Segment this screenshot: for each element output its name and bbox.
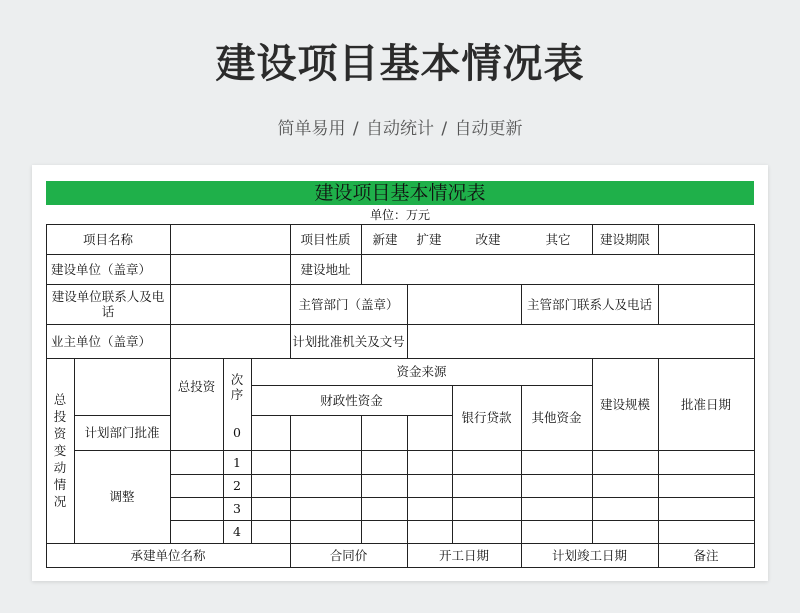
input-supervisor-contact[interactable] xyxy=(658,284,754,324)
label-contractor: 承建单位名称 xyxy=(130,547,206,563)
input-supervisor[interactable] xyxy=(407,284,521,324)
input-build-period[interactable] xyxy=(658,224,754,254)
input-project-name[interactable] xyxy=(170,224,290,254)
sequence-cell: 4 xyxy=(233,524,241,539)
label-build-unit: 建设单位（盖章） xyxy=(51,261,152,277)
input-approval-office[interactable] xyxy=(407,324,754,358)
label-supervisor: 主管部门（盖章） xyxy=(298,296,399,312)
label-total-invest: 总投资 xyxy=(177,379,216,394)
label-approval-date: 批准日期 xyxy=(680,396,731,412)
label-fiscal-fund: 财政性资金 xyxy=(320,392,383,408)
label-adjust: 调整 xyxy=(109,489,135,504)
unit-label: 单位：万元 xyxy=(369,208,430,222)
label-other-fund: 其他资金 xyxy=(531,410,582,425)
option-new[interactable]: 新建 xyxy=(372,231,398,247)
label-finish-date: 计划竣工日期 xyxy=(551,547,627,563)
label-build-contact: 建设单位联系人及电话 xyxy=(51,289,165,319)
sequence-cell: 1 xyxy=(233,454,241,470)
label-build-period: 建设期限 xyxy=(599,231,650,247)
label-owner-unit: 业主单位（盖章） xyxy=(51,333,152,349)
sequence-cell: 2 xyxy=(233,478,241,493)
label-plan-approval: 计划部门批准 xyxy=(84,425,160,440)
label-build-address: 建设地址 xyxy=(300,261,351,277)
label-times: 次序 xyxy=(230,371,244,402)
label-approval-office: 计划批准机关及文号 xyxy=(292,333,405,349)
page-subtitle: 简单易用 / 自动统计 / 自动更新 xyxy=(277,119,523,139)
input-build-contact[interactable] xyxy=(170,284,290,324)
sheet-title-banner: 建设项目基本情况表 xyxy=(46,181,754,205)
sequence-cell: 0 xyxy=(233,425,241,440)
input-owner-unit[interactable] xyxy=(170,324,290,358)
label-start-date: 开工日期 xyxy=(438,547,489,563)
label-fund-source: 资金来源 xyxy=(396,364,447,379)
input-build-unit[interactable] xyxy=(170,254,290,284)
label-invest-change: 总投资变动情况 xyxy=(53,392,67,509)
label-remarks: 备注 xyxy=(693,547,719,563)
sequence-cell: 3 xyxy=(233,501,241,516)
page-title: 建设项目基本情况表 xyxy=(215,41,585,87)
label-supervisor-contact: 主管部门联系人及电话 xyxy=(526,296,652,312)
label-project-name: 项目名称 xyxy=(82,231,133,247)
label-project-nature: 项目性质 xyxy=(300,231,351,247)
label-build-scale: 建设规模 xyxy=(599,396,650,412)
input-build-address[interactable] xyxy=(361,254,754,284)
option-rebuild[interactable]: 改建 xyxy=(475,231,501,247)
option-other[interactable]: 其它 xyxy=(545,231,571,247)
label-contract-price: 合同价 xyxy=(329,547,368,563)
option-expand[interactable]: 扩建 xyxy=(416,231,442,247)
label-bank-loan: 银行贷款 xyxy=(461,410,512,425)
